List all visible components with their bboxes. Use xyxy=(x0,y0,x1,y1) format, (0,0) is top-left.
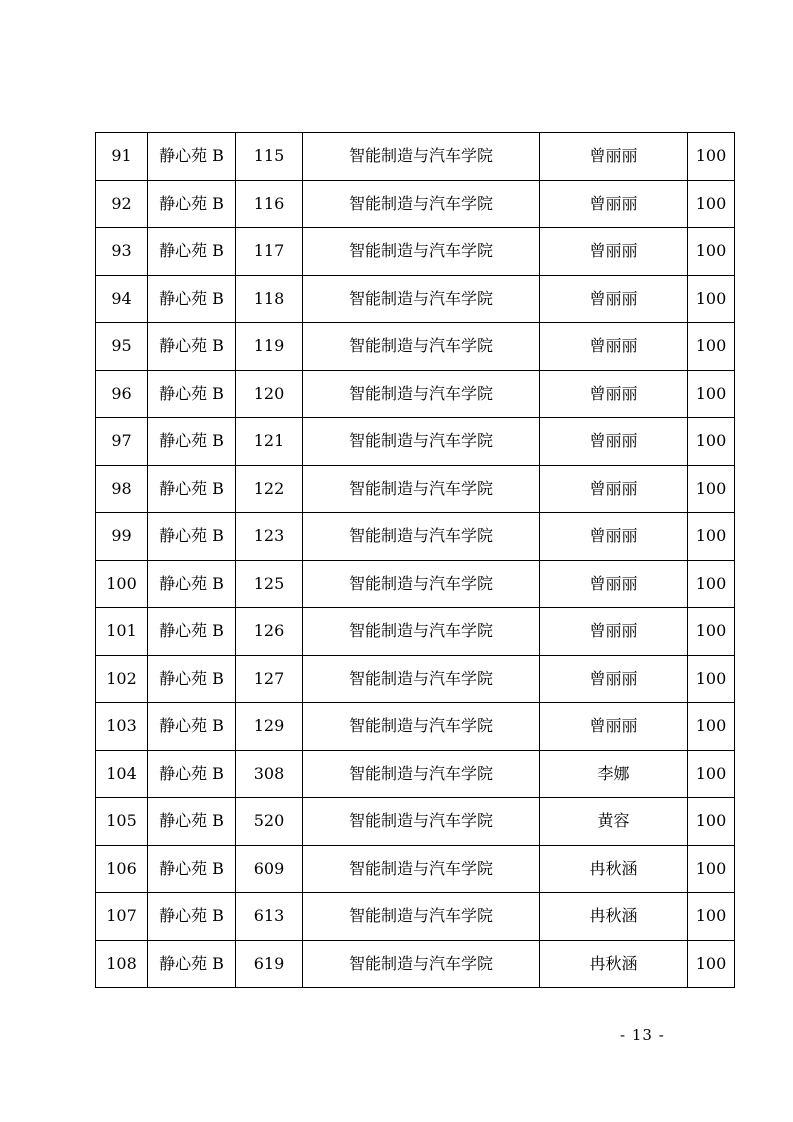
row-index-cell: 101 xyxy=(96,608,148,656)
counselor-cell: 曾丽丽 xyxy=(540,228,688,276)
room-number-cell: 115 xyxy=(236,133,303,181)
table-row xyxy=(96,513,735,561)
counselor-cell: 曾丽丽 xyxy=(540,133,688,181)
score-cell: 100 xyxy=(688,560,735,608)
dormitory-score-table xyxy=(95,132,735,988)
table-row xyxy=(96,798,735,846)
score-cell: 100 xyxy=(688,275,735,323)
room-number-cell: 118 xyxy=(236,275,303,323)
counselor-cell: 冉秋涵 xyxy=(540,845,688,893)
college-cell: 智能制造与汽车学院 xyxy=(303,275,540,323)
row-index-cell: 91 xyxy=(96,133,148,181)
building-cell: 静心苑 B xyxy=(148,750,236,798)
building-cell: 静心苑 B xyxy=(148,893,236,941)
row-index-cell: 106 xyxy=(96,845,148,893)
table-row xyxy=(96,560,735,608)
counselor-cell: 曾丽丽 xyxy=(540,323,688,371)
building-cell: 静心苑 B xyxy=(148,608,236,656)
score-cell: 100 xyxy=(688,750,735,798)
score-cell: 100 xyxy=(688,798,735,846)
college-cell: 智能制造与汽车学院 xyxy=(303,465,540,513)
counselor-cell: 黄容 xyxy=(540,798,688,846)
counselor-cell: 曾丽丽 xyxy=(540,180,688,228)
score-cell: 100 xyxy=(688,418,735,466)
table-row xyxy=(96,465,735,513)
row-index-cell: 108 xyxy=(96,940,148,988)
table-row xyxy=(96,275,735,323)
score-cell: 100 xyxy=(688,703,735,751)
college-cell: 智能制造与汽车学院 xyxy=(303,798,540,846)
building-cell: 静心苑 B xyxy=(148,275,236,323)
college-cell: 智能制造与汽车学院 xyxy=(303,180,540,228)
table-row xyxy=(96,703,735,751)
building-cell: 静心苑 B xyxy=(148,655,236,703)
counselor-cell: 曾丽丽 xyxy=(540,560,688,608)
room-number-cell: 619 xyxy=(236,940,303,988)
row-index-cell: 107 xyxy=(96,893,148,941)
college-cell: 智能制造与汽车学院 xyxy=(303,940,540,988)
building-cell: 静心苑 B xyxy=(148,940,236,988)
counselor-cell: 曾丽丽 xyxy=(540,513,688,561)
table-row xyxy=(96,133,735,181)
counselor-cell: 曾丽丽 xyxy=(540,275,688,323)
room-number-cell: 121 xyxy=(236,418,303,466)
score-cell: 100 xyxy=(688,465,735,513)
college-cell: 智能制造与汽车学院 xyxy=(303,750,540,798)
counselor-cell: 曾丽丽 xyxy=(540,370,688,418)
room-number-cell: 116 xyxy=(236,180,303,228)
college-cell: 智能制造与汽车学院 xyxy=(303,513,540,561)
table-row xyxy=(96,370,735,418)
row-index-cell: 98 xyxy=(96,465,148,513)
building-cell: 静心苑 B xyxy=(148,513,236,561)
college-cell: 智能制造与汽车学院 xyxy=(303,418,540,466)
table-row xyxy=(96,180,735,228)
score-cell: 100 xyxy=(688,845,735,893)
score-cell: 100 xyxy=(688,370,735,418)
building-cell: 静心苑 B xyxy=(148,418,236,466)
table-row xyxy=(96,845,735,893)
row-index-cell: 103 xyxy=(96,703,148,751)
score-cell: 100 xyxy=(688,655,735,703)
row-index-cell: 96 xyxy=(96,370,148,418)
building-cell: 静心苑 B xyxy=(148,465,236,513)
page-number: - 13 - xyxy=(620,1026,665,1044)
row-index-cell: 105 xyxy=(96,798,148,846)
room-number-cell: 126 xyxy=(236,608,303,656)
table-row xyxy=(96,893,735,941)
score-cell: 100 xyxy=(688,323,735,371)
room-number-cell: 117 xyxy=(236,228,303,276)
table-row xyxy=(96,655,735,703)
room-number-cell: 308 xyxy=(236,750,303,798)
building-cell: 静心苑 B xyxy=(148,845,236,893)
college-cell: 智能制造与汽车学院 xyxy=(303,133,540,181)
college-cell: 智能制造与汽车学院 xyxy=(303,370,540,418)
counselor-cell: 曾丽丽 xyxy=(540,418,688,466)
college-cell: 智能制造与汽车学院 xyxy=(303,703,540,751)
building-cell: 静心苑 B xyxy=(148,133,236,181)
row-index-cell: 100 xyxy=(96,560,148,608)
college-cell: 智能制造与汽车学院 xyxy=(303,560,540,608)
row-index-cell: 92 xyxy=(96,180,148,228)
counselor-cell: 李娜 xyxy=(540,750,688,798)
building-cell: 静心苑 B xyxy=(148,370,236,418)
table-row xyxy=(96,608,735,656)
score-cell: 100 xyxy=(688,513,735,561)
college-cell: 智能制造与汽车学院 xyxy=(303,323,540,371)
score-cell: 100 xyxy=(688,893,735,941)
counselor-cell: 曾丽丽 xyxy=(540,655,688,703)
counselor-cell: 曾丽丽 xyxy=(540,703,688,751)
building-cell: 静心苑 B xyxy=(148,703,236,751)
building-cell: 静心苑 B xyxy=(148,560,236,608)
counselor-cell: 冉秋涵 xyxy=(540,893,688,941)
row-index-cell: 104 xyxy=(96,750,148,798)
building-cell: 静心苑 B xyxy=(148,798,236,846)
room-number-cell: 613 xyxy=(236,893,303,941)
room-number-cell: 120 xyxy=(236,370,303,418)
row-index-cell: 95 xyxy=(96,323,148,371)
row-index-cell: 99 xyxy=(96,513,148,561)
room-number-cell: 127 xyxy=(236,655,303,703)
row-index-cell: 102 xyxy=(96,655,148,703)
row-index-cell: 94 xyxy=(96,275,148,323)
row-index-cell: 97 xyxy=(96,418,148,466)
score-cell: 100 xyxy=(688,180,735,228)
college-cell: 智能制造与汽车学院 xyxy=(303,608,540,656)
score-cell: 100 xyxy=(688,608,735,656)
room-number-cell: 123 xyxy=(236,513,303,561)
college-cell: 智能制造与汽车学院 xyxy=(303,228,540,276)
counselor-cell: 曾丽丽 xyxy=(540,608,688,656)
table-row xyxy=(96,750,735,798)
building-cell: 静心苑 B xyxy=(148,180,236,228)
college-cell: 智能制造与汽车学院 xyxy=(303,655,540,703)
table-row xyxy=(96,228,735,276)
room-number-cell: 125 xyxy=(236,560,303,608)
table-row xyxy=(96,418,735,466)
room-number-cell: 609 xyxy=(236,845,303,893)
table-body xyxy=(96,133,735,988)
counselor-cell: 曾丽丽 xyxy=(540,465,688,513)
score-cell: 100 xyxy=(688,940,735,988)
room-number-cell: 520 xyxy=(236,798,303,846)
college-cell: 智能制造与汽车学院 xyxy=(303,845,540,893)
score-cell: 100 xyxy=(688,228,735,276)
room-number-cell: 119 xyxy=(236,323,303,371)
building-cell: 静心苑 B xyxy=(148,323,236,371)
college-cell: 智能制造与汽车学院 xyxy=(303,893,540,941)
row-index-cell: 93 xyxy=(96,228,148,276)
building-cell: 静心苑 B xyxy=(148,228,236,276)
table-row xyxy=(96,323,735,371)
room-number-cell: 129 xyxy=(236,703,303,751)
room-number-cell: 122 xyxy=(236,465,303,513)
table-row xyxy=(96,940,735,988)
counselor-cell: 冉秋涵 xyxy=(540,940,688,988)
score-cell: 100 xyxy=(688,133,735,181)
